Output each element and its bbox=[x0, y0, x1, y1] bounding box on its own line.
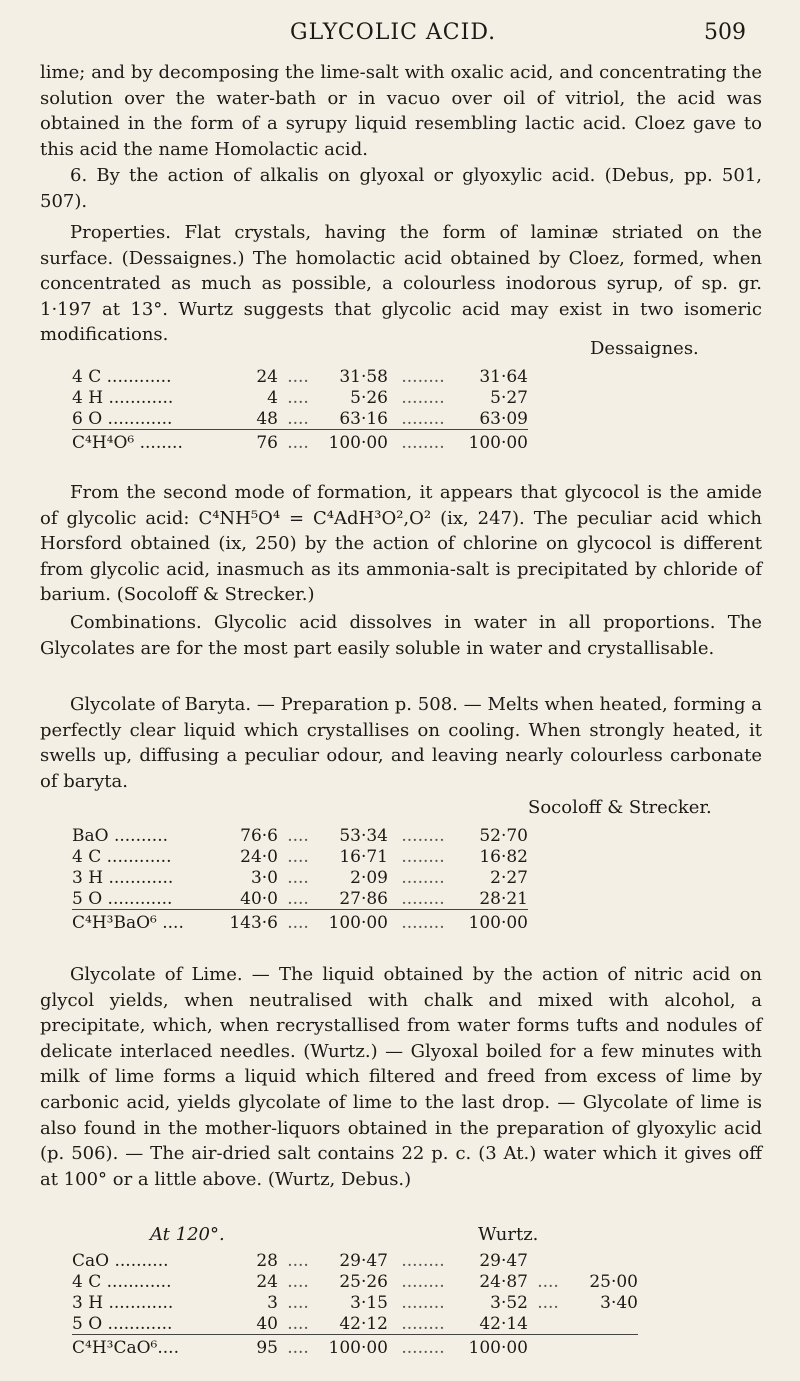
table-cell: .... bbox=[287, 1271, 309, 1292]
table-cell: .... bbox=[278, 910, 318, 934]
table-cell: ........ bbox=[401, 387, 445, 408]
table-cell: .... bbox=[287, 1250, 309, 1271]
table-cell: 24 bbox=[256, 366, 278, 387]
table-cell: 76 bbox=[222, 430, 278, 454]
table-cell: 143·6 bbox=[222, 910, 278, 934]
table-cell: ........ bbox=[401, 1250, 445, 1271]
table-cell: 25·26 bbox=[339, 1271, 388, 1292]
table-row bbox=[72, 366, 528, 387]
table-cell: .... bbox=[287, 408, 309, 429]
table-cell: 52·70 bbox=[479, 825, 528, 846]
table-cell: 25·00 bbox=[589, 1271, 638, 1292]
table-cell: ........ bbox=[401, 408, 445, 429]
table-total-row bbox=[72, 430, 528, 454]
table-cell: 40 bbox=[256, 1313, 278, 1334]
table-cell: 100·00 bbox=[458, 1335, 528, 1359]
table-total-row bbox=[72, 1335, 638, 1359]
paragraph-properties: Properties. Flat crystals, having the form of laminæ striated on the surface. (Dessaignes.) The homolactic acid obtained by Cloez, formed, when concentrated as much as possible, a colourless inodorous syrup, of sp. gr. 1·197 at 13°. Wurtz suggests that glycolic acid may exist in two isomeric modifications. bbox=[40, 222, 762, 346]
table-cell: 5·26 bbox=[350, 387, 388, 408]
table-1-source: Dessaignes. bbox=[590, 338, 699, 359]
paragraph-baryta: Glycolate of Baryta. — Preparation p. 508. — Melts when heated, forming a perfectly clear liquid which crystallises on cooling. When strongly heated, it swells up, diffusing a peculiar odour, and leaving nearly colourless carbonate of baryta. bbox=[40, 694, 762, 792]
table-row bbox=[72, 1292, 638, 1313]
table-cell: 16·71 bbox=[339, 846, 388, 867]
table-cell: .... bbox=[287, 366, 309, 387]
table-cell: 40·0 bbox=[240, 888, 278, 909]
table-cell: .... bbox=[287, 888, 309, 909]
table-cell: 100·00 bbox=[318, 430, 388, 454]
table-2-source: Socoloff & Strecker. bbox=[528, 797, 712, 818]
table-label-cell: 4 C ............ bbox=[72, 1271, 172, 1292]
table-cell: 28 bbox=[256, 1250, 278, 1271]
table-cell: 29·47 bbox=[339, 1250, 388, 1271]
table-cell: ........ bbox=[401, 366, 445, 387]
table-label-cell: 3 H ............ bbox=[72, 867, 174, 888]
table-cell: .... bbox=[287, 1292, 309, 1313]
table-cell: ........ bbox=[401, 1292, 445, 1313]
table-cell: ........ bbox=[401, 846, 445, 867]
table-cell: .... bbox=[278, 430, 318, 454]
table-label-cell: 4 C ............ bbox=[72, 366, 172, 387]
table-cell bbox=[528, 1250, 568, 1271]
table-cell bbox=[528, 1313, 568, 1335]
table-cell: ........ bbox=[401, 1271, 445, 1292]
composition-table-2 bbox=[72, 825, 528, 933]
table-label-cell: 4 C ............ bbox=[72, 846, 172, 867]
table-total-row bbox=[72, 910, 528, 934]
table-cell: 95 bbox=[222, 1335, 278, 1359]
table-label-cell: BaO .......... bbox=[72, 825, 169, 846]
table-cell bbox=[568, 1335, 638, 1359]
table-3-source: Wurtz. bbox=[478, 1224, 539, 1245]
table-cell: 2·09 bbox=[350, 867, 388, 888]
table-cell: .... bbox=[537, 1292, 559, 1313]
table-label-cell: CaO .......... bbox=[72, 1250, 169, 1271]
table-cell: ........ bbox=[388, 910, 458, 934]
paragraph-combinations: Combinations. Glycolic acid dissolves in water in all proportions. The Glycolates are for the most part easily soluble in water and crystallisable. bbox=[40, 612, 762, 659]
table-cell: 3 bbox=[267, 1292, 278, 1313]
table-label-cell: 4 H ............ bbox=[72, 387, 174, 408]
table-cell: 76·6 bbox=[240, 825, 278, 846]
table-label-cell: C⁴H⁴O⁶ ........ bbox=[72, 430, 222, 454]
table-cell: .... bbox=[287, 846, 309, 867]
table-cell: 31·64 bbox=[479, 366, 528, 387]
table-cell: ........ bbox=[401, 1313, 445, 1334]
table-cell: ........ bbox=[388, 1335, 458, 1359]
table-cell: 53·34 bbox=[339, 825, 388, 846]
table-cell: 24·0 bbox=[240, 846, 278, 867]
table-cell: .... bbox=[287, 1313, 309, 1334]
table-row bbox=[72, 387, 528, 408]
table-label-cell: C⁴H³BaO⁶ .... bbox=[72, 910, 222, 934]
table-cell: 3·0 bbox=[250, 867, 278, 888]
running-header bbox=[0, 20, 800, 54]
paragraph-glycocol: From the second mode of formation, it appears that glycocol is the amide of glycolic acid: C⁴NH⁵O⁴ = C⁴AdH³O²,O² (ix, 247). The peculiar acid which Horsford obtained (ix, 250) by the action of chlorine on glycocol is different from glycolic acid, inasmuch as its ammonia-salt is precipitated by chloride of barium. (Socoloff & Strecker.) bbox=[40, 482, 762, 606]
table-cell: 63·16 bbox=[339, 408, 388, 429]
table-row bbox=[72, 1250, 638, 1271]
table-label-cell: 5 O ............ bbox=[72, 888, 173, 909]
table-cell: .... bbox=[278, 1335, 318, 1359]
table-cell: .... bbox=[287, 825, 309, 846]
table-cell: 100·00 bbox=[318, 910, 388, 934]
table-cell: ........ bbox=[401, 888, 445, 909]
table-label-cell: 6 O ............ bbox=[72, 408, 173, 429]
table-row bbox=[72, 846, 528, 867]
table-row bbox=[72, 867, 528, 888]
table-label-cell: C⁴H³CaO⁶.... bbox=[72, 1335, 222, 1359]
table-cell: ........ bbox=[401, 825, 445, 846]
table-label-cell: 3 H ............ bbox=[72, 1292, 174, 1313]
running-title: GLYCOLIC ACID. bbox=[290, 20, 497, 45]
page-number: 509 bbox=[704, 20, 746, 45]
table-cell: 42·14 bbox=[479, 1313, 528, 1334]
paragraph-2: 6. By the action of alkalis on glyoxal or glyoxylic acid. (Debus, pp. 501, 507). bbox=[40, 165, 762, 212]
table-row bbox=[72, 825, 528, 846]
composition-table-1 bbox=[72, 366, 528, 453]
table-cell: 28·21 bbox=[479, 888, 528, 909]
table-cell: ........ bbox=[388, 430, 458, 454]
paragraph-lime: Glycolate of Lime. — The liquid obtained by the action of nitric acid on glycol yields, when neutralised with chalk and mixed with alcohol, a precipitate, which, when recrystallised from water forms tufts and nodules of delicate interlaced needles. (Wurtz.) — Glyoxal boiled for a few minutes with milk of lime forms a liquid which filtered and freed from excess of lime by carbonic acid, yields glycolate of lime to the last drop. — Glycolate of lime is also found in the mother-liquors obtained in the preparation of glyoxylic acid (p. 506). — The air-dried salt contains 22 p. c. (3 At.) water which it gives off at 100° or a little above. (Wurtz, Debus.) bbox=[40, 964, 762, 1190]
table-cell: 3·15 bbox=[350, 1292, 388, 1313]
table-cell: .... bbox=[287, 387, 309, 408]
table-row bbox=[72, 1313, 638, 1335]
table-cell bbox=[528, 1335, 568, 1359]
table-cell: 48 bbox=[256, 408, 278, 429]
table-cell: 5·27 bbox=[490, 387, 528, 408]
table-cell: .... bbox=[287, 867, 309, 888]
table-cell: 3·52 bbox=[490, 1292, 528, 1313]
table-cell: 4 bbox=[267, 387, 278, 408]
table-cell: 63·09 bbox=[479, 408, 528, 429]
table-cell: 3·40 bbox=[600, 1292, 638, 1313]
table-cell: 42·12 bbox=[339, 1313, 388, 1334]
composition-table-3 bbox=[72, 1250, 638, 1358]
table-cell: 100·00 bbox=[458, 910, 528, 934]
table-label-cell: 5 O ............ bbox=[72, 1313, 173, 1334]
table-cell: 31·58 bbox=[339, 366, 388, 387]
table-cell: 100·00 bbox=[458, 430, 528, 454]
table-row bbox=[72, 408, 528, 430]
table-row bbox=[72, 888, 528, 910]
table-3-heading: At 120°. bbox=[150, 1224, 225, 1245]
table-cell: 24 bbox=[256, 1271, 278, 1292]
table-cell: ........ bbox=[401, 867, 445, 888]
table-cell: 2·27 bbox=[490, 867, 528, 888]
table-cell bbox=[568, 1250, 638, 1271]
paragraph-1: lime; and by decomposing the lime-salt with oxalic acid, and concentrating the solution over the water-bath or in vacuo over oil of vitriol, the acid was obtained in the form of a syrupy liquid resembling lactic acid. Cloez gave to this acid the name Homolactic acid. bbox=[40, 62, 762, 160]
table-cell: 16·82 bbox=[479, 846, 528, 867]
table-cell: 29·47 bbox=[479, 1250, 528, 1271]
table-cell bbox=[568, 1313, 638, 1335]
table-cell: 100·00 bbox=[318, 1335, 388, 1359]
table-cell: 27·86 bbox=[339, 888, 388, 909]
table-row bbox=[72, 1271, 638, 1292]
table-cell: .... bbox=[537, 1271, 559, 1292]
table-cell: 24·87 bbox=[479, 1271, 528, 1292]
